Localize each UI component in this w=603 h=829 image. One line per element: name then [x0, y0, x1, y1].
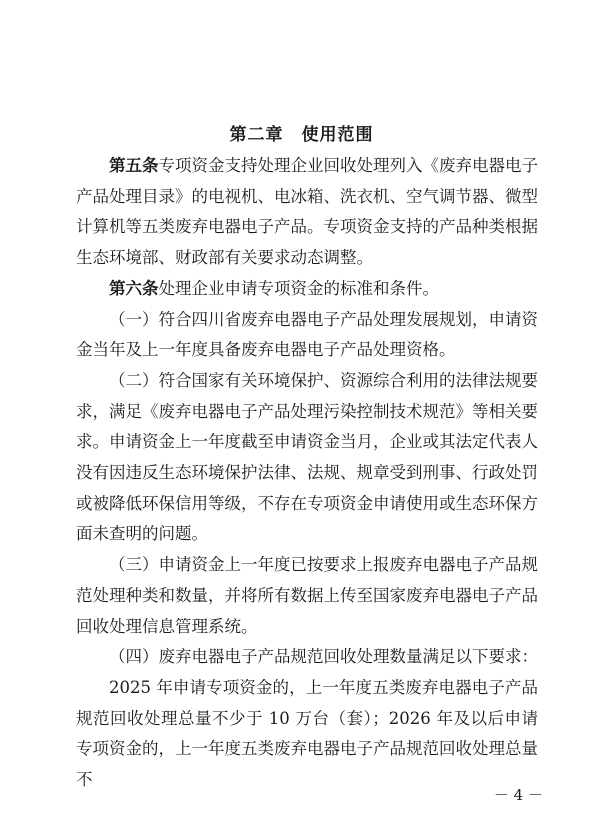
paragraph-text: （三）申请资金上一年度已按要求上报废弃电器电子产品规范处理种类和数量，并将所有数据上传至国家废弃电器电子产品回收处理信息管理系统。 [76, 555, 538, 636]
body-text [76, 151, 538, 796]
paragraph [76, 642, 538, 673]
paragraph [76, 151, 538, 274]
paragraph-text: （四）废弃电器电子产品规范回收处理数量满足以下要求： [109, 647, 538, 667]
paragraph [76, 366, 538, 550]
paragraph [76, 550, 538, 642]
article-lead: 第五条 [109, 156, 159, 175]
paragraph-text: 2025 年申请专项资金的，上一年度五类废弃电器电子产品规范回收处理总量不少于 10 万台（套）；2026 年及以后申请专项资金的，上一年度五类废弃电器电子产品规范回收处理总量不 [76, 677, 538, 790]
article-lead: 第六条 [109, 278, 159, 298]
paragraph-text: 专项资金支持处理企业回收处理列入《废弃电器电子产品处理目录》的电视机、电冰箱、洗衣机、空气调节器、微型计算机等五类废弃电器电子产品。专项资金支持的产品种类根据生态环境部、财政部有关要求动态调整。 [76, 156, 538, 268]
paragraph [76, 305, 538, 366]
chapter-title: 第二章 使用范围 [229, 125, 374, 145]
page-number: － 4 － [493, 786, 543, 804]
paragraph [76, 673, 538, 796]
paragraph-text: 处理企业申请专项资金的标准和条件。 [158, 278, 439, 298]
paragraph [76, 274, 538, 305]
paragraph-text: （二）符合国家有关环境保护、资源综合利用的法律法规要求，满足《废弃电器电子产品处理污染控制技术规范》等相关要求。申请资金上一年度截至申请资金当月，企业或其法定代表人没有因违反生态环境保护法律、法规、规章受到刑事、行政处罚或被降低环保信用等级，不存在专项资金申请使用或生态环保方面未查明的问题。 [76, 370, 538, 544]
paragraph-text: （一）符合四川省废弃电器电子产品处理发展规划，申请资金当年及上一年度具备废弃电器电子产品处理资格。 [76, 309, 538, 360]
